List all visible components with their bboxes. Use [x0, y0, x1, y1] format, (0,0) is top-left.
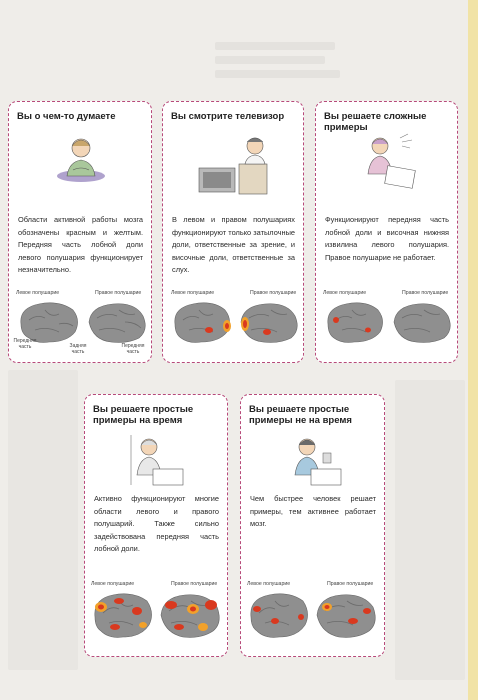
brain-right-scan	[237, 300, 301, 346]
card-watching-tv	[162, 101, 304, 363]
person-solving-illustration	[356, 132, 422, 192]
background-text-line	[215, 42, 335, 50]
person-watching-tv-illustration	[193, 130, 275, 200]
left-hemisphere-label: Левое полушарие	[171, 290, 215, 296]
person-solving-timed-illustration	[125, 431, 191, 491]
right-hemisphere-label: Правое полушарие	[250, 290, 297, 296]
right-hemisphere-label: Правое полушарие	[95, 290, 142, 296]
right-hemisphere-label: Правое полушарие	[402, 290, 449, 296]
card-thinking	[8, 101, 152, 363]
card-description: Активно функционируют многие области левого и правого полушарий. Также сильно задействована передняя часть лобной доли.	[94, 494, 219, 554]
card-title: Вы решаете сложные примеры	[324, 111, 427, 133]
right-hemisphere-label: Правое полушарие	[327, 581, 374, 587]
brain-right-scan	[390, 300, 454, 346]
brain-left-scan	[169, 300, 233, 346]
brain-right-scan	[157, 591, 223, 641]
card-description: В левом и правом полушариях функционируют только затылочные доли, ответственные за зрение, и височные доли, ответственные за слух.	[172, 215, 295, 275]
card-title: Вы решаете простые примеры на время	[93, 404, 194, 426]
card-simple-math-timed	[84, 394, 228, 657]
card-description: Функционируют передняя часть лобной доли и височная нижняя извилина левого полушария. Правое полушарие не работает.	[325, 215, 449, 262]
card-description: Чем быстрее человек решает примеры, тем активнее работает мозг.	[250, 494, 376, 529]
card-hard-math	[315, 101, 458, 363]
brain-right-scan	[85, 300, 149, 346]
left-hemisphere-label: Левое полушарие	[247, 581, 291, 587]
brain-left-scan	[322, 300, 386, 346]
card-title: Вы о чем-то думаете	[17, 111, 116, 122]
card-title: Вы решаете простые примеры не на время	[249, 404, 352, 426]
background-text-line	[215, 70, 340, 78]
background-column	[395, 380, 465, 680]
person-thinking-illustration	[53, 132, 109, 184]
front-part-label-left: Передняя часть	[13, 338, 37, 350]
brain-left-scan	[245, 591, 311, 641]
front-part-label-right: Передняя часть	[121, 343, 145, 355]
card-simple-math-untimed	[240, 394, 385, 657]
brain-right-scan	[313, 591, 379, 641]
back-part-label: Задняя часть	[69, 343, 87, 355]
left-hemisphere-label: Левое полушарие	[16, 290, 60, 296]
background-column	[8, 370, 78, 670]
brain-left-scan	[89, 591, 155, 641]
background-text-line	[215, 56, 325, 64]
person-solving-untimed-illustration	[283, 431, 349, 491]
card-title: Вы смотрите телевизор	[171, 111, 285, 122]
right-hemisphere-label: Правое полушарие	[171, 581, 218, 587]
left-hemisphere-label: Левое полушарие	[91, 581, 135, 587]
card-description: Области активной работы мозга обозначены красным и желтым. Передняя часть лобной доли левого полушария функционирует незначительно.	[18, 215, 143, 275]
left-hemisphere-label: Левое полушарие	[323, 290, 367, 296]
page-edge-strip	[468, 0, 478, 700]
